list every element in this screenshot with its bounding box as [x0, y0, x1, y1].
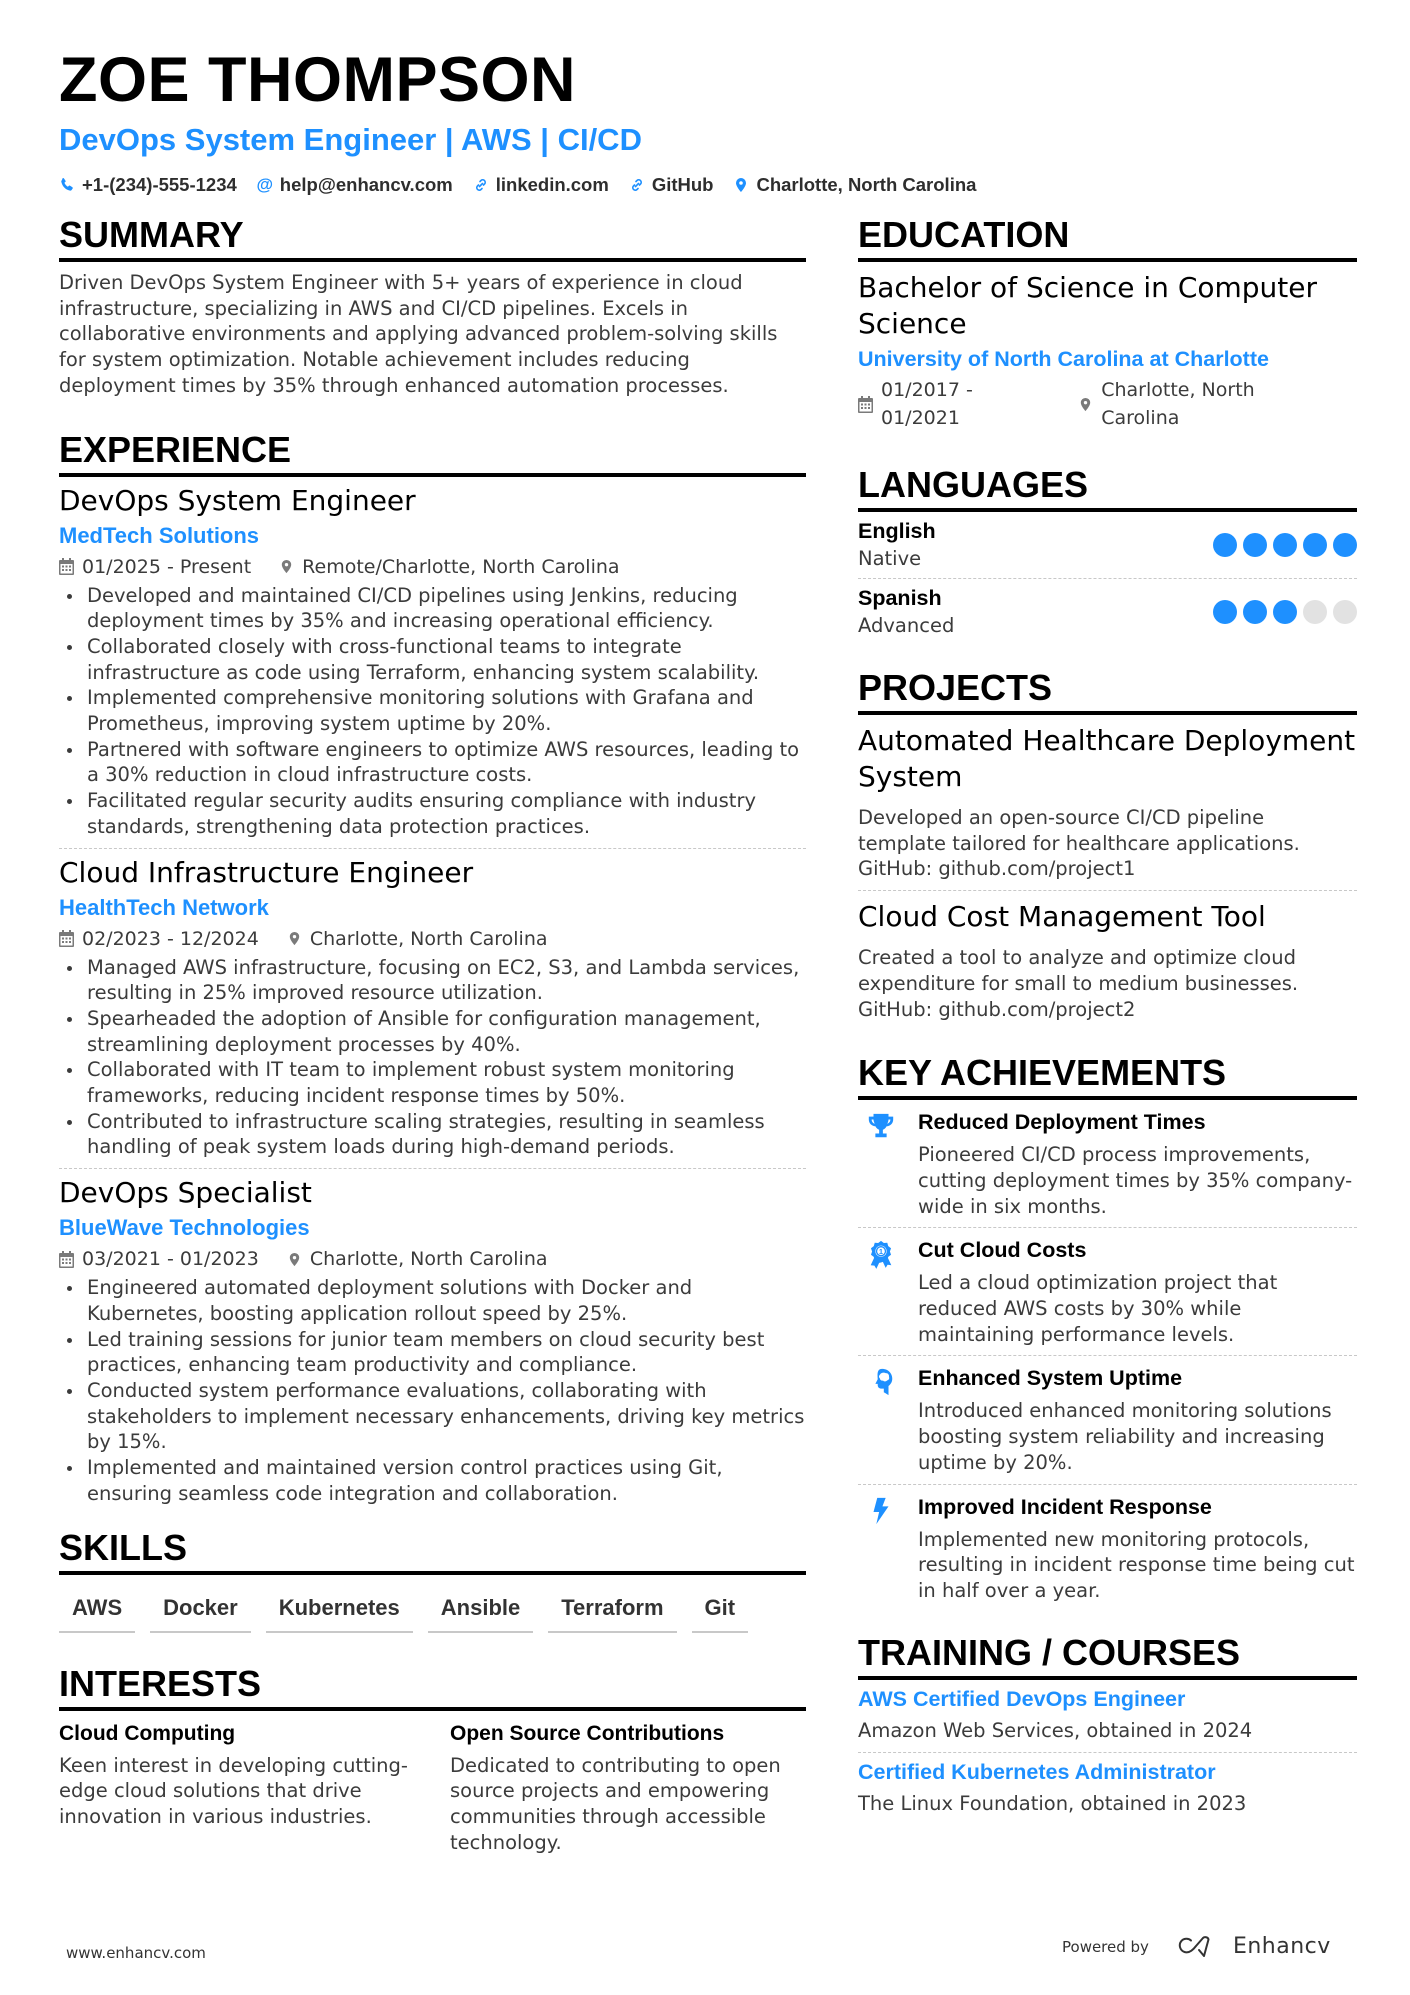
achievement-item: [858, 1485, 1357, 1612]
job-location: Charlotte, North Carolina: [309, 927, 548, 950]
footer-branding: [1062, 1934, 1331, 1959]
course-item: [858, 1753, 1357, 1825]
rating-dot-empty: [1303, 600, 1327, 624]
skill-tag: Terraform: [548, 1587, 676, 1633]
job-bullet: Implemented and maintained version control practices using Git, ensuring seamless code integration and collaboration.: [59, 1455, 806, 1506]
location-pin-icon: [287, 930, 302, 947]
company-name: BlueWave Technologies: [59, 1215, 310, 1241]
job-title: DevOps System Engineer: [59, 483, 416, 517]
rating-dot-filled: [1243, 533, 1267, 557]
job-bullet: Developed and maintained CI/CD pipelines using Jenkins, reducing deployment times by 35% and increasing operational efficiency.: [59, 583, 806, 634]
job-title: Cloud Infrastructure Engineer: [59, 855, 474, 889]
training-heading: TRAINING / COURSES: [858, 1632, 1357, 1680]
brand-name: Enhancv: [1232, 1934, 1331, 1959]
interests-heading: INTERESTS: [59, 1663, 806, 1711]
job-bullet: Engineered automated deployment solutions with Docker and Kubernetes, boosting application rollout speed by 25%.: [59, 1275, 806, 1326]
brain-head-icon: [858, 1364, 918, 1475]
languages-section: [858, 464, 1357, 645]
job-bullet: Contributed to infrastructure scaling strategies, resulting in seamless handling of peak system loads during high-demand periods.: [59, 1109, 806, 1160]
project-item: [858, 891, 1357, 1030]
calendar-icon: [59, 558, 74, 575]
interest-title: Open Source Contributions: [450, 1721, 725, 1745]
language-name: English: [858, 519, 936, 543]
achievements-section: [858, 1052, 1357, 1611]
job-meta: [59, 925, 806, 953]
contact-linkedin-text: linkedin.com: [495, 174, 609, 195]
experience-section: [59, 429, 806, 1515]
achievement-desc: Led a cloud optimization project that reduced AWS costs by 30% while maintaining performance levels.: [918, 1271, 1278, 1346]
contact-phone-text: +1-(234)-555-1234: [82, 174, 237, 195]
skill-tag: AWS: [59, 1587, 135, 1633]
language-name: Spanish: [858, 586, 942, 610]
calendar-icon: [59, 930, 74, 947]
project-title: Automated Healthcare Deployment System: [858, 724, 1356, 793]
achievement-title: Reduced Deployment Times: [918, 1110, 1206, 1135]
contact-bar: [59, 174, 1359, 196]
right-column: [858, 214, 1357, 1825]
contact-github-text: GitHub: [651, 174, 714, 195]
course-desc: Amazon Web Services, obtained in 2024: [858, 1718, 1253, 1742]
course-item: [858, 1680, 1357, 1753]
skills-heading: SKILLS: [59, 1527, 806, 1575]
contact-github[interactable]: [629, 174, 714, 196]
job-bullet: Spearheaded the adoption of Ansible for configuration management, streamlining deployment processes by 40%.: [59, 1006, 806, 1057]
calendar-icon: [59, 1251, 74, 1268]
achievement-title: Cut Cloud Costs: [918, 1238, 1087, 1263]
achievement-item: [858, 1356, 1357, 1484]
phone-icon: [59, 176, 75, 194]
education-location: Charlotte, North Carolina: [1101, 379, 1255, 429]
location-pin-icon: [287, 1251, 302, 1268]
skills-list: [59, 1587, 806, 1633]
projects-section: [858, 667, 1357, 1030]
achievement-desc: Introduced enhanced monitoring solutions boosting system reliability and increasing uptime by 20%.: [918, 1399, 1332, 1474]
job-meta: [59, 553, 806, 581]
achievement-desc: Implemented new monitoring protocols, resulting in incident response time being cut in half over a year.: [918, 1527, 1355, 1602]
skill-tag: Git: [692, 1587, 749, 1633]
job-bullet: Managed AWS infrastructure, focusing on EC2, S3, and Lambda services, resulting in 25% improved resource utilization.: [59, 955, 806, 1006]
calendar-icon: [858, 396, 873, 413]
at-icon: @: [256, 175, 274, 194]
rating-dot-filled: [1273, 600, 1297, 624]
location-pin-icon: [1078, 396, 1093, 413]
interest-item: [59, 1719, 450, 1856]
job-title: DevOps Specialist: [59, 1176, 312, 1210]
contact-linkedin[interactable]: [473, 174, 609, 196]
language-level: Advanced: [858, 614, 955, 637]
degree-title: Bachelor of Science in Computer Science: [858, 271, 1318, 340]
job-dates: 02/2023 - 12/2024: [82, 927, 259, 950]
footer-website[interactable]: www.enhancv.com: [66, 1944, 206, 1962]
job-bullet: Collaborated closely with cross-functional teams to integrate infrastructure as code using Terraform, enhancing system scalability.: [59, 634, 806, 685]
rating-dot-filled: [1243, 600, 1267, 624]
powered-by-label: Powered by: [1062, 1937, 1149, 1956]
projects-heading: PROJECTS: [858, 667, 1357, 715]
contact-phone[interactable]: [59, 174, 237, 196]
job-bullet: Facilitated regular security audits ensuring compliance with industry standards, strengthening data protection practices.: [59, 788, 806, 839]
school-name: University of North Carolina at Charlotte: [858, 347, 1269, 371]
skill-tag: Kubernetes: [266, 1587, 413, 1633]
job-bullet: Implemented comprehensive monitoring solutions with Grafana and Prometheus, improving system uptime by 20%.: [59, 685, 806, 736]
rating-dot-filled: [1213, 600, 1237, 624]
link-icon: [629, 176, 645, 194]
enhancv-logo-icon: [1177, 1935, 1233, 1959]
course-desc: The Linux Foundation, obtained in 2023: [858, 1791, 1247, 1815]
language-item: [858, 579, 1357, 645]
contact-email-text: help@enhancv.com: [279, 174, 453, 195]
experience-entry: [59, 477, 806, 849]
contact-email[interactable]: [257, 174, 453, 196]
education-section: [858, 214, 1357, 432]
link-icon: [473, 176, 489, 194]
job-bullets: [59, 583, 806, 840]
achievement-title: Enhanced System Uptime: [918, 1366, 1183, 1391]
job-bullets: [59, 955, 806, 1161]
interest-title: Cloud Computing: [59, 1721, 236, 1745]
summary-section: [59, 214, 806, 399]
contact-location: [733, 174, 976, 196]
company-name: HealthTech Network: [59, 894, 269, 920]
skills-section: [59, 1527, 806, 1633]
rating-dot-empty: [1333, 600, 1357, 624]
resume-header: [59, 44, 1359, 196]
interest-desc: Dedicated to contributing to open source projects and empowering communities through accessible technology.: [450, 1753, 781, 1854]
summary-heading: SUMMARY: [59, 214, 806, 262]
achievement-title: Improved Incident Response: [918, 1494, 1212, 1519]
job-bullet: Partnered with software engineers to optimize AWS resources, leading to a 30% reduction in cloud infrastructure costs.: [59, 737, 806, 788]
training-section: [858, 1632, 1357, 1825]
job-location: Charlotte, North Carolina: [309, 1248, 548, 1271]
education-heading: EDUCATION: [858, 214, 1357, 262]
skill-tag: Ansible: [428, 1587, 533, 1633]
rating-dot-filled: [1303, 533, 1327, 557]
svg-text:1: 1: [878, 1247, 884, 1257]
language-level: Native: [858, 547, 922, 570]
job-bullets: [59, 1275, 806, 1506]
job-bullet: Led training sessions for junior team members on cloud security best practices, enhancing team productivity and compliance.: [59, 1327, 806, 1378]
job-bullet: Collaborated with IT team to implement robust system monitoring frameworks, reducing incident response times by 50%.: [59, 1057, 806, 1108]
course-title: AWS Certified DevOps Engineer: [858, 1686, 1186, 1711]
skill-tag: Docker: [150, 1587, 251, 1633]
project-item: [858, 715, 1357, 891]
course-title: Certified Kubernetes Administrator: [858, 1759, 1216, 1784]
achievements-heading: KEY ACHIEVEMENTS: [858, 1052, 1357, 1100]
language-rating: [1207, 600, 1357, 624]
award-ribbon-icon: [858, 1236, 918, 1347]
education-dates: 01/2017 - 01/2021: [881, 379, 973, 429]
language-rating: [1207, 533, 1357, 557]
candidate-name: ZOE THOMPSON: [59, 45, 577, 115]
interest-desc: Keen interest in developing cutting-edge cloud solutions that drive innovation in various industries.: [59, 1753, 408, 1828]
achievement-item: [858, 1100, 1357, 1228]
experience-entry: [59, 1169, 806, 1514]
project-desc: Created a tool to analyze and optimize cloud expenditure for small to medium businesses. GitHub: github.com/project2: [858, 946, 1299, 1021]
experience-entry: [59, 849, 806, 1170]
language-item: [858, 512, 1357, 579]
trophy-icon: [858, 1108, 918, 1219]
experience-heading: EXPERIENCE: [59, 429, 806, 477]
project-desc: Developed an open-source CI/CD pipeline template tailored for healthcare applications. GitHub: github.com/project1: [858, 806, 1300, 881]
project-title: Cloud Cost Management Tool: [858, 900, 1266, 934]
job-dates: 01/2025 - Present: [82, 555, 252, 578]
candidate-headline: DevOps System Engineer | AWS | CI/CD: [59, 122, 642, 157]
languages-heading: LANGUAGES: [858, 464, 1357, 512]
rating-dot-filled: [1213, 533, 1237, 557]
left-column: [59, 214, 806, 1855]
location-pin-icon: [733, 176, 749, 194]
education-meta: [858, 376, 1357, 432]
job-dates: 03/2021 - 01/2023: [82, 1248, 259, 1271]
job-meta: [59, 1245, 806, 1273]
lightning-bolt-icon: [858, 1493, 918, 1604]
summary-text: Driven DevOps System Engineer with 5+ years of experience in cloud infrastructure, specializing in AWS and CI/CD pipelines. Excels in collaborative environments and applying advanced problem-solving skills for system optimization. Notable achievement includes reducing deployment times by 35% through enhanced automation processes.: [59, 271, 778, 397]
rating-dot-filled: [1333, 533, 1357, 557]
company-name: MedTech Solutions: [59, 522, 260, 548]
interests-section: [59, 1663, 806, 1856]
interests-list: [59, 1719, 806, 1856]
job-location: Remote/Charlotte, North Carolina: [302, 555, 620, 578]
contact-location-text: Charlotte, North Carolina: [756, 174, 977, 195]
interest-item: [450, 1719, 806, 1856]
location-pin-icon: [279, 558, 294, 575]
rating-dot-filled: [1273, 533, 1297, 557]
achievement-item: [858, 1228, 1357, 1356]
achievement-desc: Pioneered CI/CD process improvements, cutting deployment times by 35% company-wide in six months.: [918, 1143, 1353, 1218]
job-bullet: Conducted system performance evaluations, collaborating with stakeholders to implement necessary enhancements, driving key metrics by 15%.: [59, 1378, 806, 1455]
